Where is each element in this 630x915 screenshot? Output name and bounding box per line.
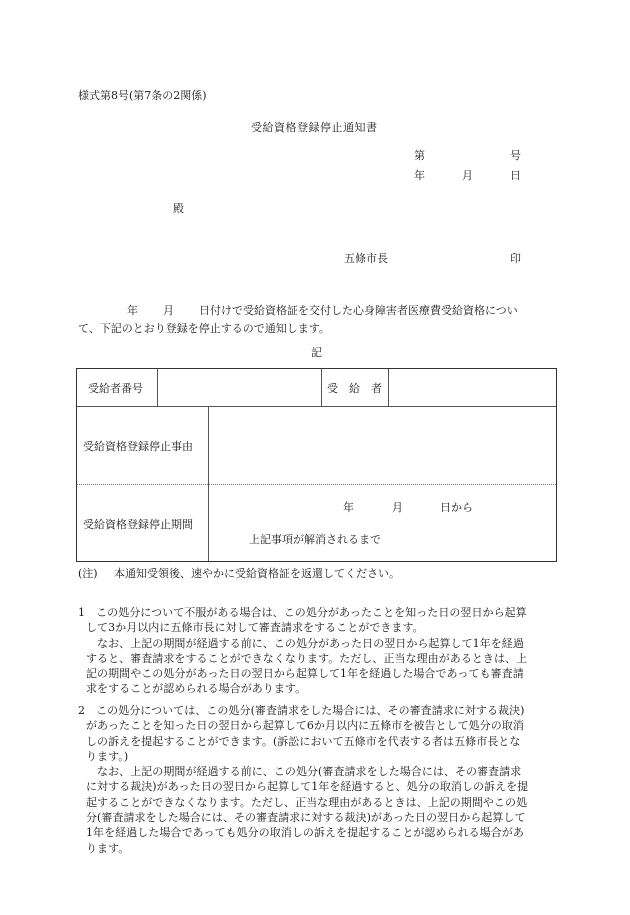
number-suffix: 号	[510, 149, 521, 162]
period-until: 上記事項が解消されるまで	[249, 533, 381, 546]
section1-line: 記の期間やこの処分があった日の翌日から起算して1年を経過した場合であっても審査請	[86, 667, 524, 681]
seal-mark: 印	[510, 252, 521, 265]
recipient-label: 受 給 者	[327, 382, 382, 395]
intro-month: 月	[163, 304, 174, 317]
intro-line2: て、下記のとおり登録を停止するので通知します。	[78, 322, 330, 335]
section2-line: ります。	[86, 841, 130, 855]
intro-year: 年	[127, 304, 138, 317]
addressee-honorific: 殿	[173, 202, 184, 215]
section1-line: して3か月以内に五條市長に対して審査請求をすることができます。	[86, 621, 424, 635]
period-year: 年	[343, 501, 354, 514]
document-title: 受給資格登録停止通知書	[251, 121, 378, 134]
note-label: (注)	[78, 567, 98, 580]
section1-line: 1 この処分について不服がある場合は、この処分があったことを知った日の翌日から起算	[78, 606, 527, 619]
section2-line: 分(審査請求をした場合には、その審査請求に対する裁決)があった日の翌日から起算して	[86, 811, 526, 825]
section2-line: ります。)	[86, 749, 129, 763]
number-prefix: 第	[414, 149, 425, 162]
form-number: 様式第8号(第7条の2関係)	[78, 89, 207, 102]
period-label: 受給資格登録停止期間	[83, 518, 193, 531]
section2-line: 2 この処分については、この処分(審査請求をした場合には、その審査請求に対する裁決)	[78, 704, 525, 717]
section1-line: 求をすることが認められる場合があります。	[86, 682, 307, 696]
recipient-table	[76, 368, 557, 562]
period-from: 日から	[440, 501, 473, 514]
reason-label: 受給資格登録停止事由	[83, 440, 193, 453]
section1-line: すると、審査請求をすることができなくなります。ただし、正当な理由があるときは、上	[86, 651, 528, 665]
section2-line: なお、上記の期間が経過する前に、この処分(審査請求をした場合には、その審査請求	[86, 765, 522, 779]
date-day: 日	[510, 169, 521, 182]
section2-line: 起することができなくなります。ただし、正当な理由があるときは、上記の期間やこの処	[86, 795, 528, 809]
date-month: 月	[462, 169, 473, 182]
appeal-section-1	[78, 605, 558, 697]
section2-line: 1年を経過した場合であっても処分の取消しの訴えを提起することが認められる場合があ	[86, 826, 524, 840]
recipient-number-label: 受給者番号	[88, 382, 143, 395]
appeal-section-2	[78, 703, 558, 856]
issuer-name: 五條市長	[344, 252, 388, 265]
section2-line: に対する裁決)があった日の翌日から起算して1年を経過すると、処分の取消しの訴えを提	[86, 780, 529, 794]
intro-line1: 日付けで受給資格証を交付した心身障害者医療費受給資格につい	[199, 304, 518, 317]
section1-line: なお、上記の期間が経過する前に、この処分があった日の翌日から起算して1年を経過	[86, 636, 524, 650]
date-year: 年	[414, 169, 425, 182]
section2-line: があったことを知った日の翌日から起算して6か月以内に五條市を被告として処分の取消	[86, 719, 524, 733]
ki-label: 記	[311, 346, 322, 359]
section2-line: しの訴えを提起することができます。(訴訟において五條市を代表する者は五條市長とな	[86, 734, 521, 748]
period-month: 月	[392, 501, 403, 514]
note-text: 本通知受領後、速やかに受給資格証を返還してください。	[114, 567, 400, 580]
